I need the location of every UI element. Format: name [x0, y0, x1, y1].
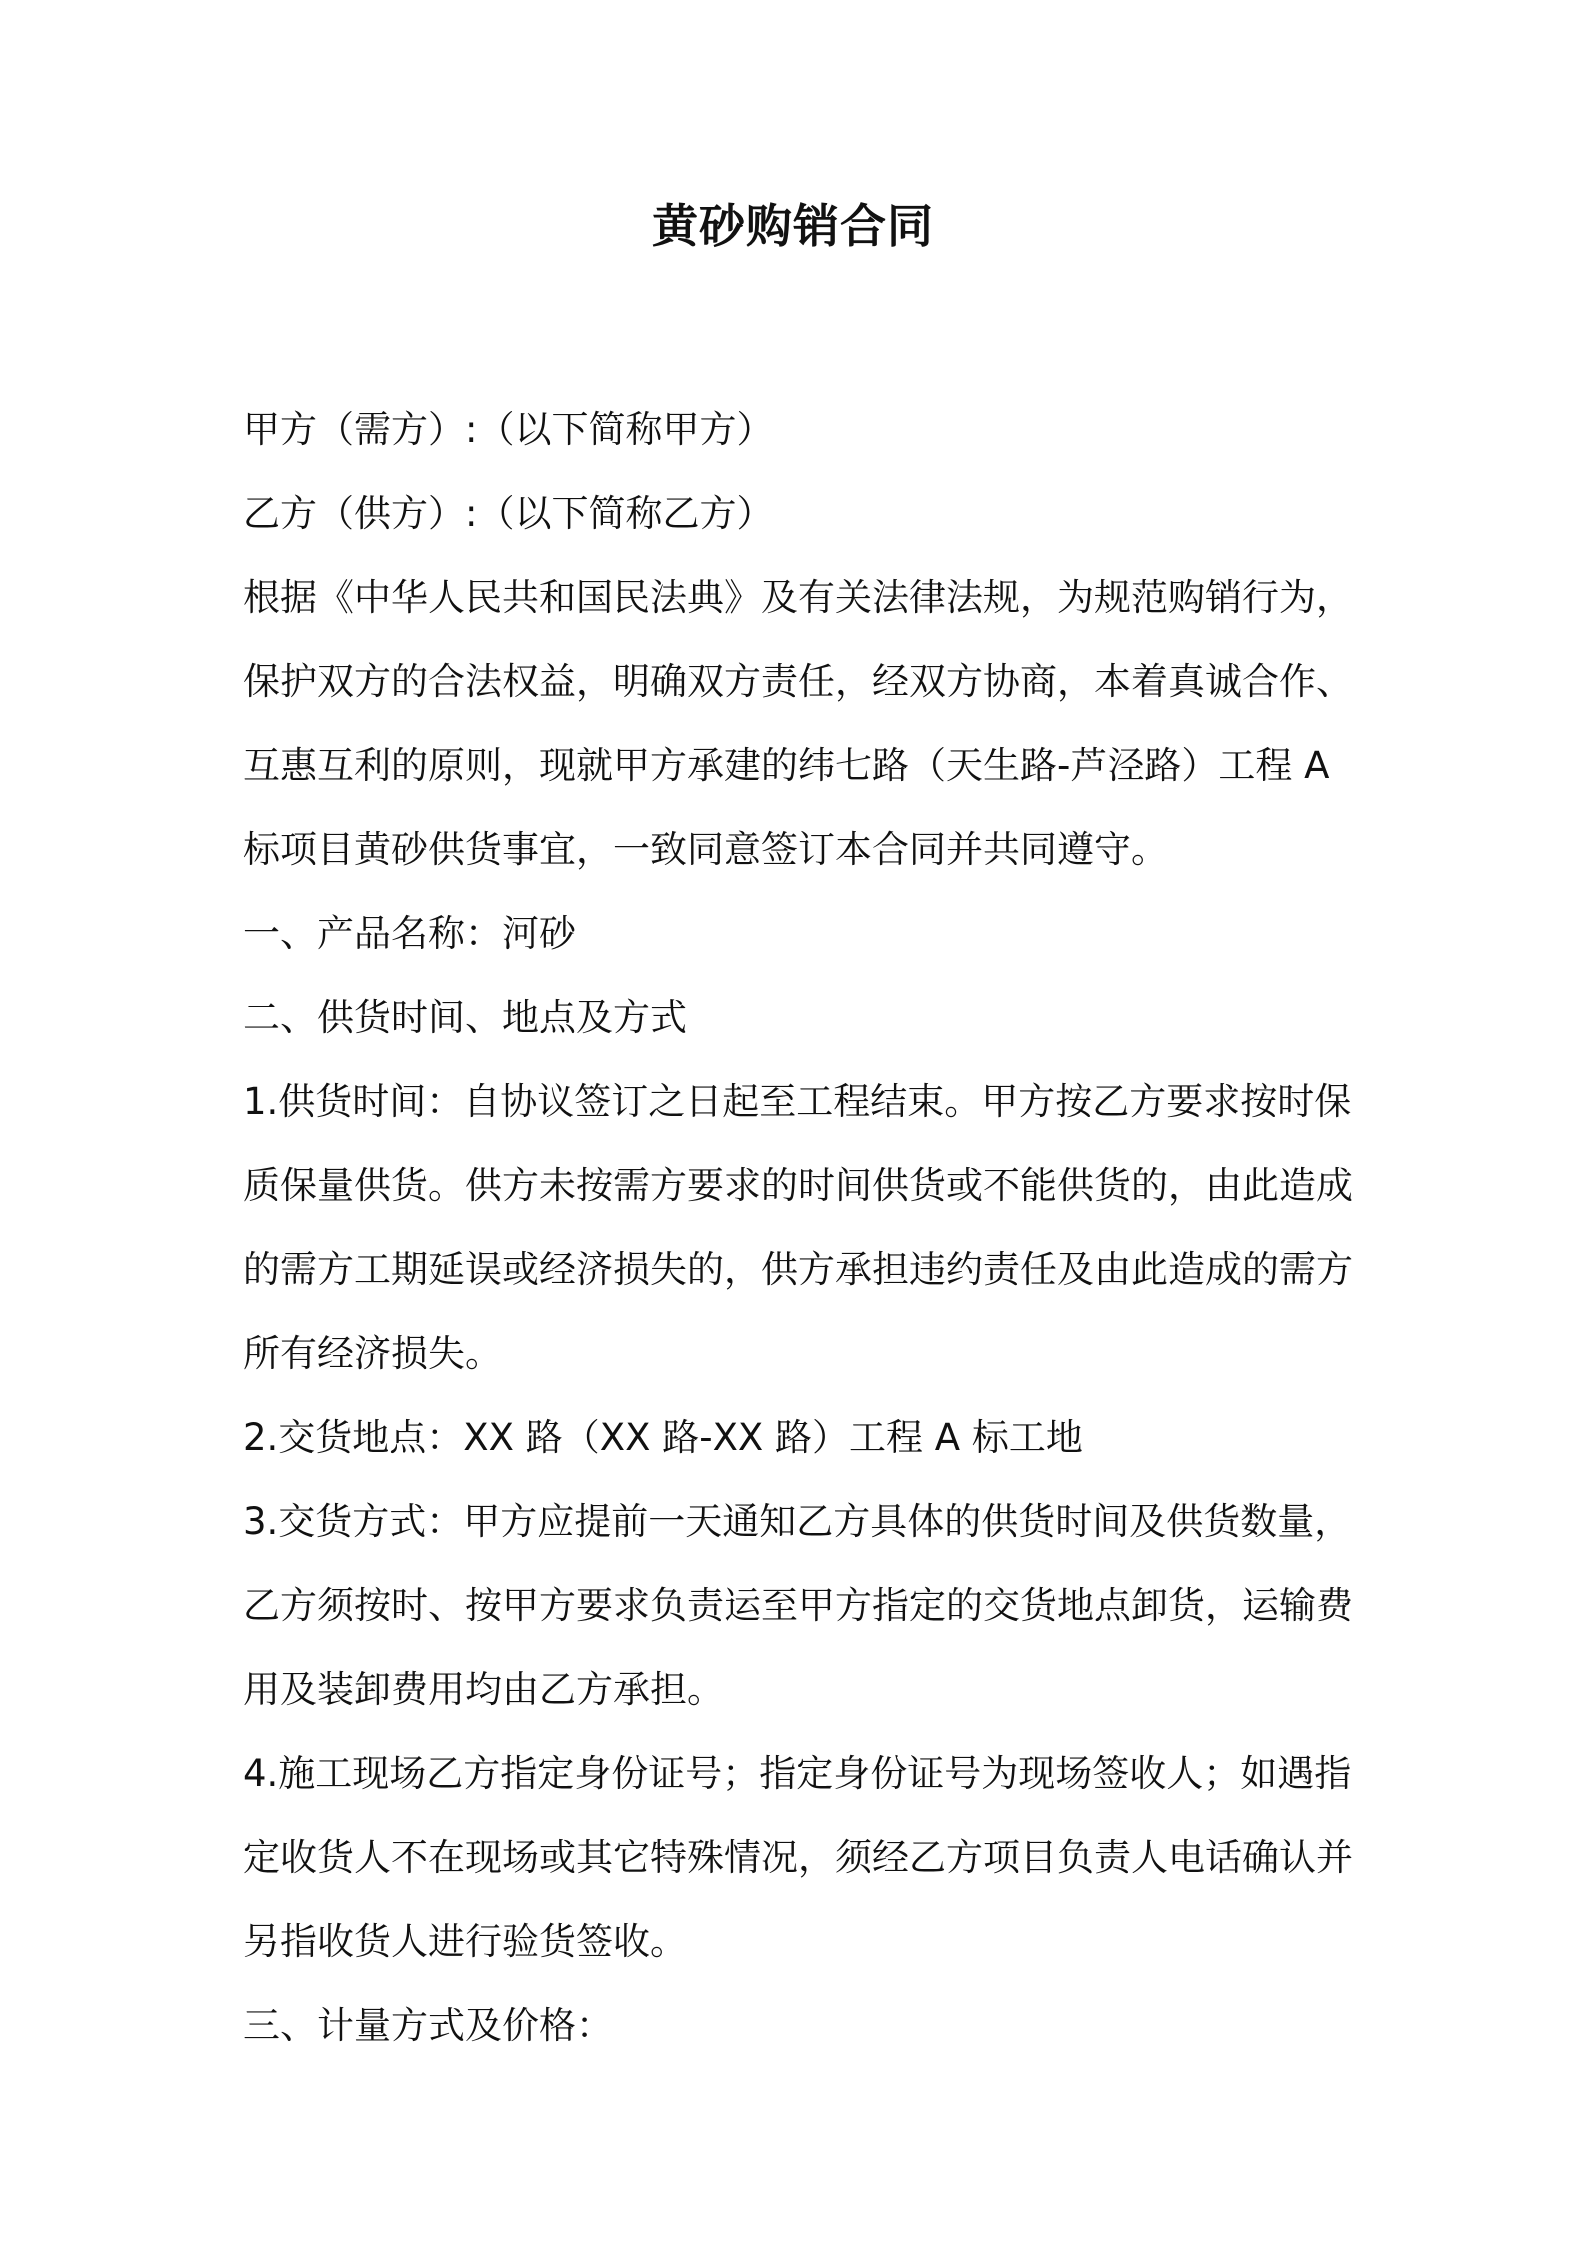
- preamble-line-3: 互惠互利的原则，现就甲方承建的纬七路（天生路-芦泾路）工程 A: [243, 744, 1330, 787]
- clause-2-1-line-1: 1.供货时间：自协议签订之日起至工程结束。甲方按乙方要求按时保: [243, 1080, 1352, 1123]
- clause-2-3-line-1: 3.交货方式：甲方应提前一天通知乙方具体的供货时间及供货数量，: [243, 1500, 1352, 1543]
- party-a-line: 甲方（需方）:（以下简称甲方）: [243, 408, 774, 451]
- document-body: [243, 388, 1363, 2068]
- party-b-line: 乙方（供方）:（以下简称乙方）: [243, 492, 774, 535]
- clause-2-1-line-4: 所有经济损失。: [243, 1332, 502, 1375]
- clause-2-3-line-3: 用及装卸费用均由乙方承担。: [243, 1668, 724, 1711]
- preamble-line-2: 保护双方的合法权益，明确双方责任，经双方协商，本着真诚合作、: [243, 660, 1353, 703]
- clause-2-2-line-1: 2.交货地点：XX 路（XX 路-XX 路）工程 A 标工地: [243, 1416, 1083, 1459]
- clause-2-1-line-3: 的需方工期延误或经济损失的，供方承担违约责任及由此造成的需方: [243, 1248, 1353, 1291]
- section-3-heading: 三、计量方式及价格：: [243, 2004, 613, 2047]
- clause-2-4-line-3: 另指收货人进行验货签收。: [243, 1920, 687, 1963]
- clause-2-1-line-2: 质保量供货。供方未按需方要求的时间供货或不能供货的，由此造成: [243, 1164, 1353, 1207]
- clause-2-3-line-2: 乙方须按时、按甲方要求负责运至甲方指定的交货地点卸货，运输费: [243, 1584, 1353, 1627]
- section-2-heading: 二、供货时间、地点及方式: [243, 996, 687, 1039]
- preamble-line-4: 标项目黄砂供货事宜，一致同意签订本合同并共同遵守。: [243, 828, 1168, 871]
- clause-2-4-line-1: 4.施工现场乙方指定身份证号；指定身份证号为现场签收人；如遇指: [243, 1752, 1352, 1795]
- section-1-heading: 一、产品名称：河砂: [243, 912, 576, 955]
- document-title: 黄砂购销合同: [652, 199, 934, 253]
- preamble-line-1: 根据《中华人民共和国民法典》及有关法律法规，为规范购销行为，: [243, 576, 1353, 619]
- clause-2-4-line-2: 定收货人不在现场或其它特殊情况，须经乙方项目负责人电话确认并: [243, 1836, 1353, 1879]
